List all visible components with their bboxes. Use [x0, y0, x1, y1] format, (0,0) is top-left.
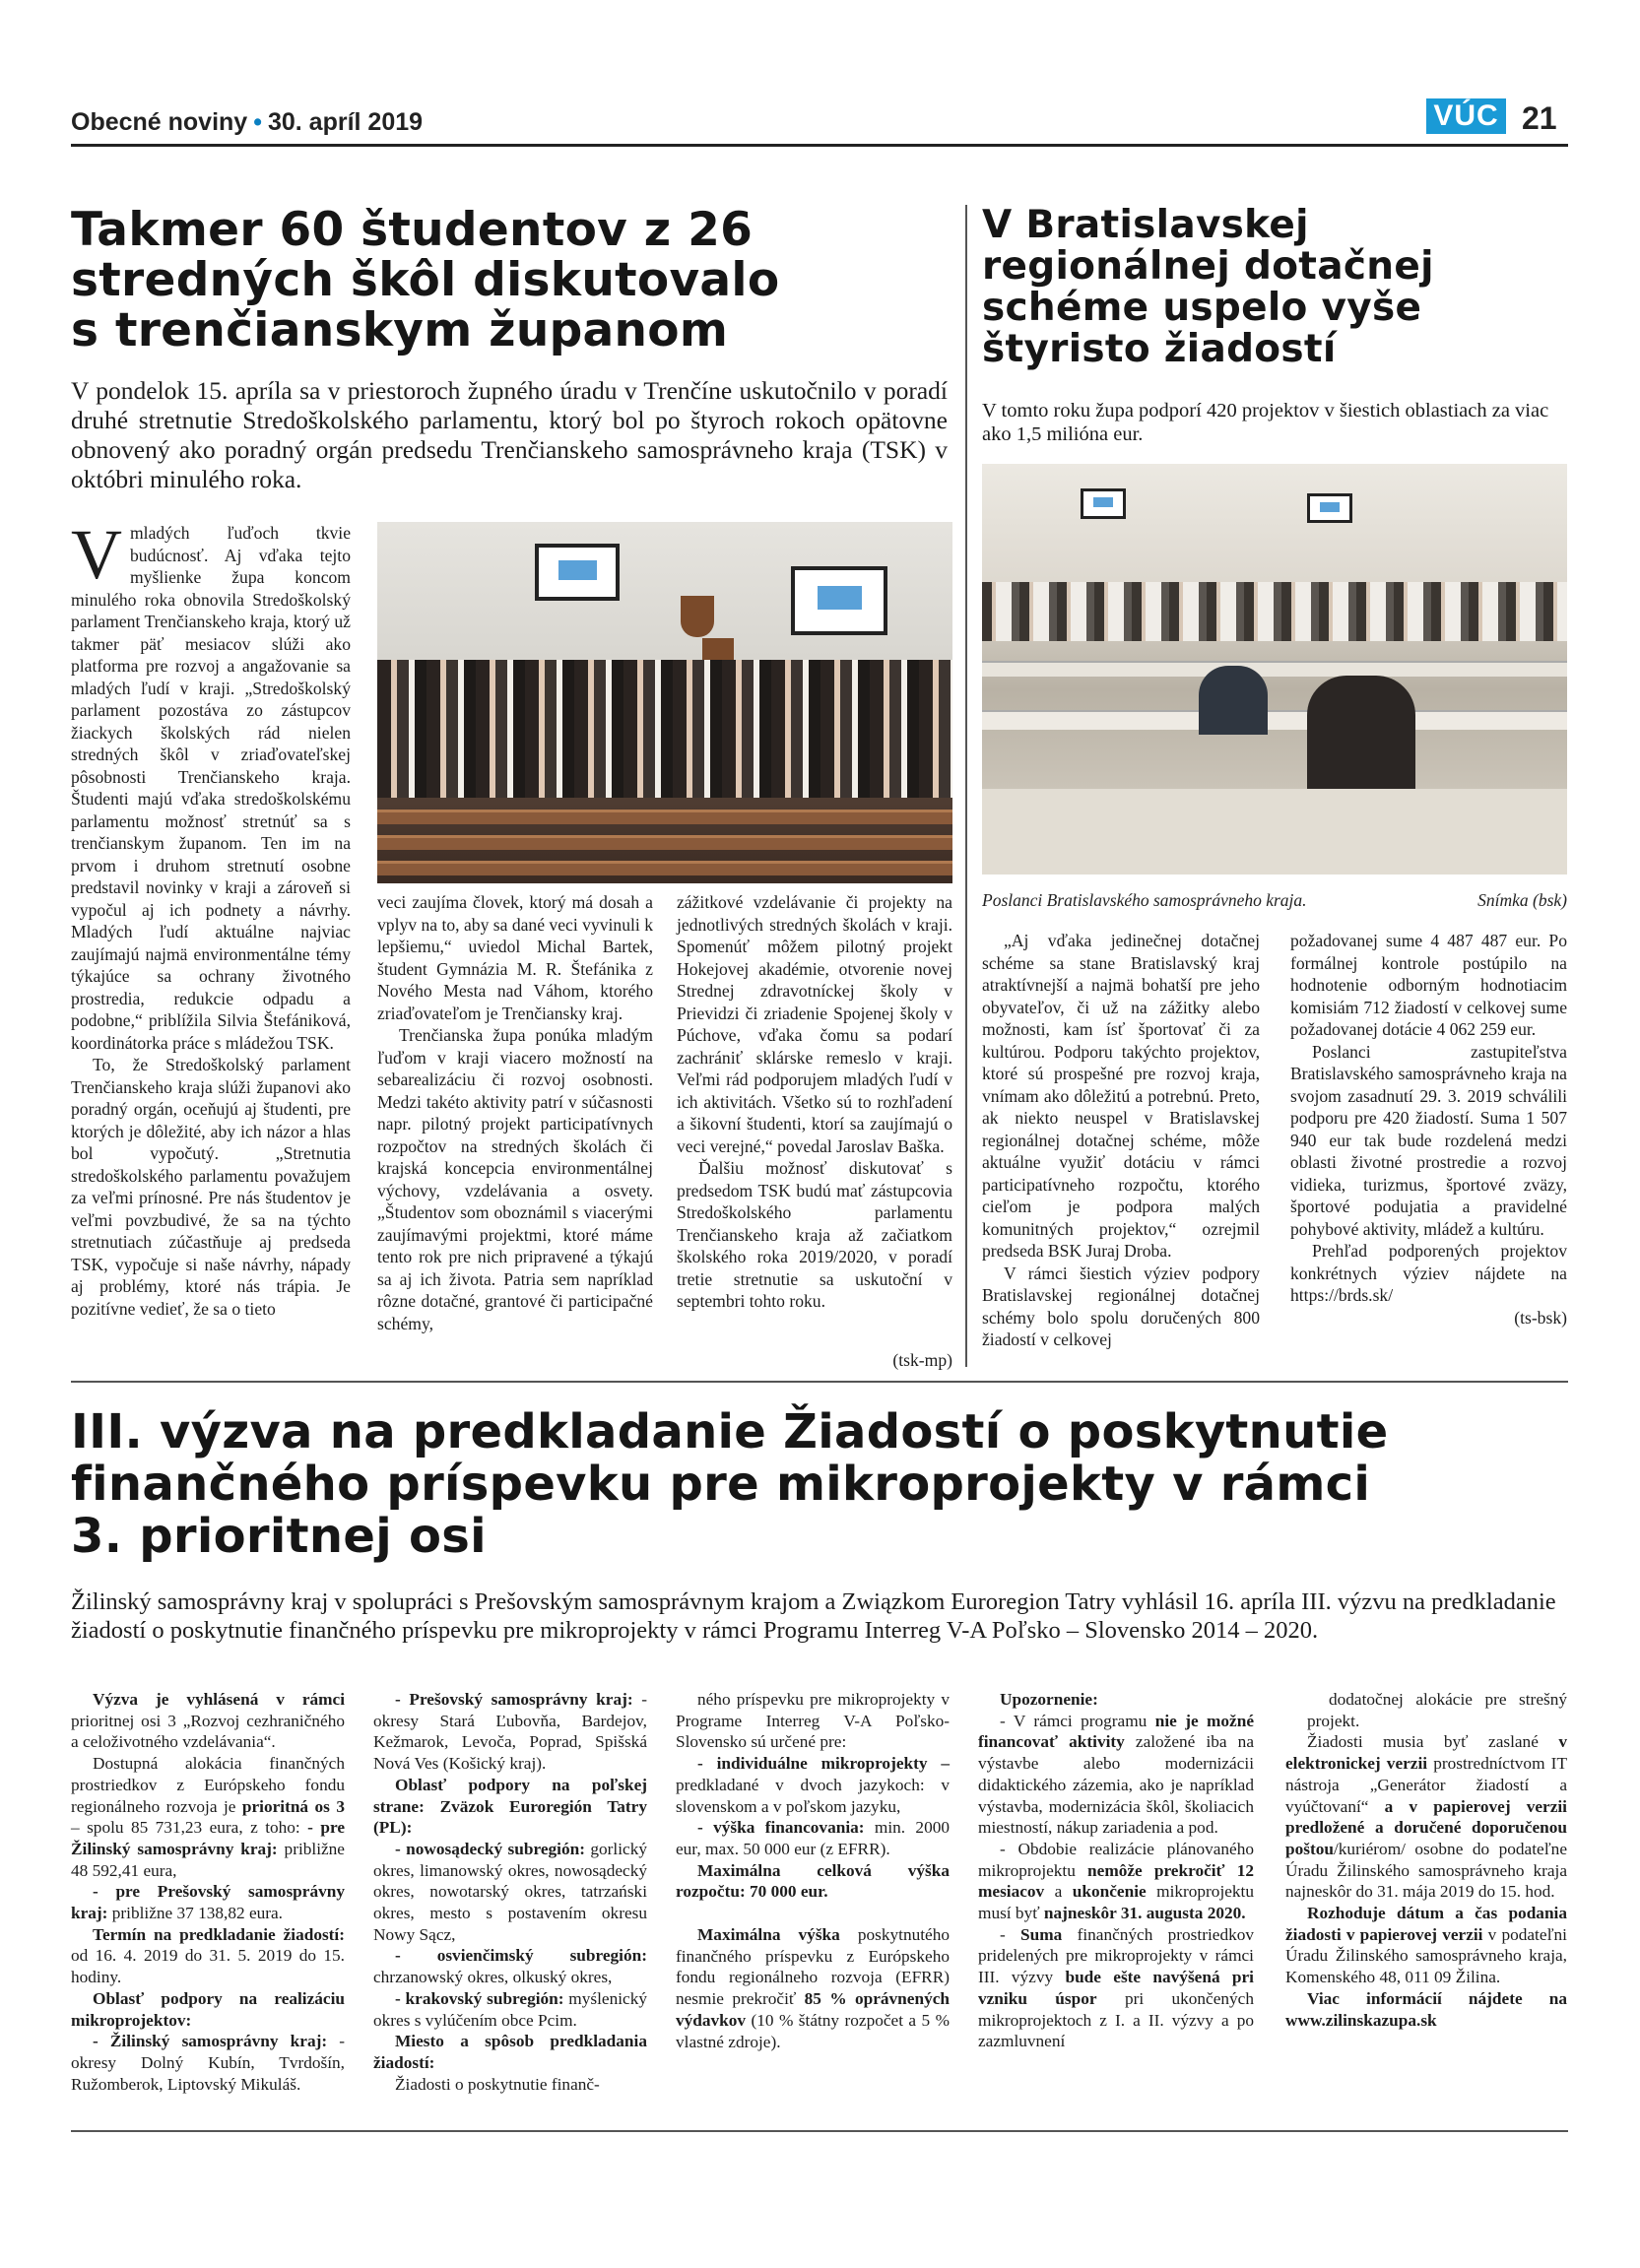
submission-text: /kuriérom/ osobne do podateľne Úradu Žilinského samosprávneho kraja najneskôr do 31. mája 2019 do 15. hod. — [1285, 1839, 1567, 1902]
article1-column-2 — [377, 891, 653, 1334]
warning-text: - V rámci programu — [1000, 1711, 1155, 1730]
article1-headline — [71, 205, 938, 356]
decisive-date-label: Rozhoduje dátum a čas podania žiadosti v papierovej verzii — [1285, 1904, 1567, 1944]
article3-column-3 — [676, 1689, 950, 2052]
article1-headline-line: stredných škôl diskutovalo — [71, 253, 780, 307]
article2-paragraph: požadovanej sume 4 487 487 eur. Po formálnej kontrole postúpilo na hodnotenie odborným hodnotiacim komisiám 712 žiadostí v celkovej sume požadovanej dotácie 4 062 259 eur. — [1290, 931, 1567, 1039]
eligibility-text: ného príspevku pre mikroprojekty v Programe Interreg V-A Poľsko-Slovensko sú určené pre: — [676, 1690, 950, 1752]
article3-lead: Žilinský samosprávny kraj v spolupráci s Prešovským samosprávnym krajom a Związkom Euroregion Tatry vyhlásil 16. apríla III. výzvu na predkladanie žiadostí o poskytnutie finančného príspevku pre mikroprojekty v rámci Programu Interreg V-A Poľsko – Slovensko 2014 – 2020. — [71, 1588, 1556, 1644]
article3-headline-line: 3. prioritnej osi — [71, 1509, 487, 1564]
warning-text: mikroprojektu musí byť — [978, 1882, 1254, 1923]
subregion-districts: myślenický okres s vylúčením obce Pcim. — [373, 1988, 647, 2030]
article3-headline-line: III. výzva na predkladanie Žiadostí o poskytnutie — [71, 1404, 1389, 1459]
max-budget: Maximálna celková výška rozpočtu: 70 000 eur. — [676, 1860, 950, 1902]
priority-axis: prioritná os 3 — [241, 1796, 345, 1816]
article1-paragraph: Ďalšiu možnosť diskutovať s predsedom TSK budú mať zástupcovia Stredoškolského parlamentu Trenčianskeho kraja až začiatkom školského roka 2019/2020, v poradí tretie stretnutie sa uskutoční v septembri tohto roku. — [677, 1158, 952, 1311]
article2-headline-line: V Bratislavskej — [982, 203, 1309, 247]
individual-projects-text: predkladané v dvoch jazykoch: v slovenskom a v poľskom jazyku, — [676, 1775, 950, 1816]
eligible-expenses: 85 % oprávnených výdavkov — [676, 1989, 950, 2030]
warning-text: založené iba na výstavbe alebo modernizácii didaktického zázemia, ako je napríklad výstavba, modernizácia škôl, školiacich miestností, nákup zariadenia a pod. — [978, 1732, 1254, 1838]
article1-signature: (tsk-mp) — [892, 1350, 952, 1370]
max-contribution-label: Maximálna výška — [697, 1925, 840, 1945]
warning-emphasis: ukončenie — [1072, 1882, 1147, 1902]
article1-paragraph: zážitkové vzdelávanie či projekty na jednotlivých stredných školách v kraji. Spomenúť môžem pilotný projekt Hokejovej akadémie, otvorenie novej Strednej zdravotníckej školy v Prievidzi či zriadenie Spojenej školy v Púchove, vďaka čomu sa podarí zachrániť sklárske remeslo v kraji. Veľmi rád podporujem mladých ľudí v ich aktivitách. Všetko sú to rozhľadení a šikovní študenti, ktorí sa zaujímajú o veci verejné,“ povedal Jaroslav Baška. — [677, 892, 952, 1156]
submission-text: Žiadosti o poskytnutie finanč- — [395, 2074, 600, 2094]
zsk-districts: - okresy Dolný Kubín, Tvrdošín, Ružomberok, Liptovský Mikuláš. — [71, 2032, 345, 2094]
warning-emphasis: nie je možné financovať aktivity — [978, 1711, 1255, 1752]
article1-column-3 — [677, 891, 952, 1313]
article1-paragraph: mladých ľuďoch tkvie budúcnosť. Aj vďaka tejto myšlienke župa koncom minulého roka obnovila Stredoškolský parlament Trenčianskeho kraja, ktorý už takmer päť mesiacov slúži ako platforma pre rozvoj a angažovanie sa mladých ľudí v kraji. „Stredoškolský parlament pozostáva zo zástupcov žiackych školských rád nielen stredných škôl v zriaďovateľskej pôsobnosti Trenčianskeho kraja. Študenti majú vďaka stredoškolskému parlamentu možnosť stretnúť sa s trenčianskym županom. Ten im na prvom i druhom stretnutí osobne predstavil novinky v kraji a zároveň si vypočul aj ich podnety a návrhy. Mladých ľudí aktuálne najviac zaujímajú najmä environmentálne témy týkajúce sa ochrany životného prostredia, redukcie odpadu a podobne,“ priblížila Silvia Štefániková, koordinátorka práce s mládežou TSK. — [71, 523, 351, 1053]
psk-districts-label: - Prešovský samosprávny kraj: — [395, 1690, 633, 1709]
call-label: Výzva je vyhlásená v rámci — [93, 1690, 345, 1709]
subregion-districts: gorlický okres, limanowský okres, nowosądecký okres, nowotarský okres, tatrzański okres, mesto s postavením okresu Nowy Sącz, — [373, 1839, 647, 1944]
funding-label: - výška financovania: — [697, 1818, 865, 1838]
subregion-label: - krakovský subregión: — [395, 1988, 564, 2008]
call-text: prioritnej osi 3 „Rozvoj cezhraničného a celoživotného vzdelávania“. — [71, 1711, 345, 1752]
warning-label: Upozornenie: — [1000, 1690, 1098, 1709]
section-badge: VÚC — [1426, 98, 1506, 134]
article2-headline-line: regionálnej dotačnej — [982, 244, 1434, 289]
warning-text: - — [1000, 1924, 1021, 1944]
subregion-label: - osvienčimský subregión: — [395, 1946, 647, 1966]
cofinancing-text: (10 % štátny rozpočet a 5 % vlastné zdroje). — [676, 2010, 950, 2051]
submission-text: prostredníctvom IT nástroja „Generátor žiadostí a vyúčtovaní“ — [1285, 1754, 1567, 1816]
office-address: v podateľni Úradu Žilinského samosprávneho kraja, Komenského 48, 011 09 Žilina. — [1285, 1924, 1567, 1987]
article2-headline-line: schéme uspelo vyše — [982, 286, 1422, 330]
zsk-amount: približne 48 592,41 eura, — [71, 1839, 345, 1880]
column-divider — [965, 205, 967, 1367]
page-number: 21 — [1522, 100, 1557, 136]
article2-headline — [982, 205, 1573, 370]
warning-text: finančných prostriedkov pridelených pre mikroprojekty v rámci III. výzvy — [978, 1924, 1255, 1987]
polish-side-label: Oblasť podpory na poľskej strane: Zväzok Euroregión Tatry (PL): — [373, 1775, 647, 1838]
individual-projects-label: - individuálne mikroprojekty – — [697, 1754, 950, 1774]
submission-emphasis: a v papierovej verzii predložené a doručené doporučenou poštou — [1285, 1796, 1567, 1858]
warning-emphasis: Suma — [1020, 1924, 1063, 1944]
article1-lead: V pondelok 15. apríla sa v priestoroch župného úradu v Trenčíne uskutočnilo v poradí druhé stretnutie Stredoškolského parlamentu, ktorý bol po štyroch rokoch opätovne obnovený ako poradný orgán predsedu Trenčianskeho samosprávneho kraja (TSK) v októbri minulého roka. — [71, 376, 948, 493]
submission-emphasis: v elektronickej verzii — [1285, 1732, 1567, 1774]
warning-emphasis: bude ešte navýšená pri vzniku úspor — [978, 1968, 1254, 2008]
article3-column-2 — [373, 1689, 647, 2095]
article2-paragraph: Prehľad podporených projektov konkrétnych výziev nájdete na https://brds.sk/ — [1290, 1241, 1567, 1305]
warning-emphasis: najneskôr 31. augusta 2020. — [1043, 1904, 1246, 1923]
subregion-districts: chrzanowský okres, olkuský okres, — [373, 1968, 613, 1987]
submission-label: Miesto a spôsob predkladania žiadostí: — [373, 2032, 647, 2072]
article2-column-2 — [1290, 930, 1567, 1328]
allocation-text: Dostupná alokácia finančných prostriedkov z Európskeho fondu regionálneho rozvoja je — [71, 1754, 345, 1816]
funding-range: min. 2000 eur, max. 50 000 eur (z EFRR). — [676, 1818, 950, 1858]
article1-headline-line: Takmer 60 študentov z 26 — [71, 203, 754, 257]
article1-paragraph: veci zaujíma človek, ktorý má dosah a vplyv na to, aby sa dané veci vyvinuli k lepšiemu,“ uviedol Michal Bartek, študent Gymnázia M. R. Štefánika z Nového Mesta nad Váhom, ktorého zriaďovateľom je Trenčiansky kraj. — [377, 892, 653, 1023]
warning-text: - Obdobie realizácie plánovaného mikroprojektu — [978, 1839, 1254, 1880]
warning-text: pri ukončených mikroprojektoch z I. a II. výzvy a po zazmluvnení — [978, 1988, 1254, 2051]
deadline-label: Termín na predkladanie žiadostí: — [93, 1924, 345, 1944]
publication-name: Obecné noviny — [71, 108, 248, 136]
article2-paragraph: „Aj vďaka jedinečnej dotačnej schéme sa stane Bratislavský kraj atraktívnejší a najmä bohatší pre jeho obyvateľov, či už na zážitky alebo možnosti, kam ísť športovať či za kultúrou. Podporu takýchto projektov, ktoré sú prospešné pre rozvoj kraja, vnímam ako dôležitú a potrebnú. Preto, ak niekto neuspel v Bratislavskej regionálnej dotačnej schéme, môže aktuálne využiť dotáciu v rámci participatívneho rozpočtu, ktorého cieľom je podpora malých komunitných projektov,“ ozrejmil predseda BSK Juraj Droba. — [982, 931, 1260, 1261]
article2-headline-line: štyristo žiadostí — [982, 327, 1337, 371]
article2-paragraph: Poslanci zastupiteľstva Bratislavského samosprávneho kraja na svojom zasadnutí 29. 3. 2019 schválili podporu pre 420 žiadostí. Suma 1 507 940 eur tak bude rozdelená medzi oblasti životné prostredie a rozvoj vidieka, turizmus, športové zväzy, športové podujatia a pravidelné pohybové aktivity, mládež a kultúru. — [1290, 1041, 1567, 1239]
article1-column-1 — [71, 515, 351, 1320]
parliament-group-photo — [377, 522, 952, 883]
article2-column-1 — [982, 930, 1260, 1351]
article3-headline-line: finančného príspevku pre mikroprojekty v rámci — [71, 1457, 1371, 1512]
separator-dot-icon: • — [253, 108, 262, 136]
header-rule — [71, 144, 1568, 147]
deadline-value: od 16. 4. 2019 do 31. 5. 2019 do 15. hodiny. — [71, 1946, 345, 1987]
section-divider — [71, 1381, 1568, 1383]
dropcap: V — [71, 515, 122, 594]
psk-amount: približne 37 138,82 eura. — [107, 1904, 284, 1923]
article2-signature: (ts-bsk) — [1514, 1307, 1567, 1328]
article3-headline — [71, 1406, 1568, 1563]
zsk-label: - pre Žilinský samosprávny kraj: — [71, 1818, 345, 1858]
masthead — [71, 108, 423, 137]
article2-lead: V tomto roku župa podporí 420 projektov v šiestich oblastiach za viac ako 1,5 milióna eur. — [982, 400, 1549, 445]
allocation-total: – spolu 85 731,23 eura, z toho: — [71, 1818, 308, 1838]
article3-column-5 — [1285, 1689, 1567, 2031]
max-contribution-text: poskytnutého finančného príspevku z Európskeho fondu regionálneho rozvoja (EFRR) nesmie prekročiť — [676, 1925, 950, 2009]
zsk-districts-label: - Žilinský samosprávny kraj: — [93, 2032, 328, 2051]
allocation-note: dodatočnej alokácie pre strešný projekt. — [1307, 1690, 1567, 1730]
warning-emphasis: nemôže prekročiť 12 mesiacov — [978, 1860, 1254, 1902]
footer-rule — [71, 2130, 1568, 2132]
issue-date: 30. apríl 2019 — [267, 108, 424, 136]
psk-label: - pre Prešovský samosprávny kraj: — [71, 1882, 345, 1923]
regional-council-photo — [982, 464, 1567, 875]
photo-caption: Poslanci Bratislavského samosprávneho kraja. — [982, 890, 1307, 910]
photo-credit: Snímka (bsk) — [1477, 890, 1567, 910]
article3-column-1 — [71, 1689, 345, 2095]
article1-headline-line: s trenčianskym županom — [71, 303, 729, 357]
submission-text: Žiadosti musia byť zaslané — [1307, 1732, 1559, 1752]
article2-paragraph: V rámci šiestich výziev podpory Bratislavskej regionálnej dotačnej schémy bolo spolu doručených 800 žiadostí v celkovej — [982, 1263, 1260, 1349]
warning-text: a — [1044, 1882, 1073, 1902]
psk-districts: - okresy Stará Ľubovňa, Bardejov, Kežmarok, Levoča, Poprad, Spišská Nová Ves (Košický kraj). — [373, 1690, 648, 1774]
more-info-link[interactable]: Viac informácií nájdete na www.zilinskazupa.sk — [1285, 1988, 1567, 2030]
support-area-label: Oblasť podpory na realizáciu mikroprojektov: — [71, 1988, 345, 2030]
article3-column-4 — [978, 1689, 1254, 2052]
article1-paragraph: Trenčianska župa ponúka mladým ľuďom v kraji viacero možností na sebarealizáciu či rozvoj osobnosti. Medzi takéto aktivity patrí v súčasnosti napr. pilotný projekt participatívnych rozpočtov na stredných školách či krajská koncepcia environmentálnej výchovy, vzdelávania a osvety. „Študentov som oboznámil s viacerými zaujímavými projektmi, ktoré máme tento rok pre nich pripravené a týkajú sa aj ich života. Patria sem napríklad rôzne dotačné, grantové či participačné schémy, — [377, 1025, 653, 1333]
article1-paragraph: To, že Stredoškolský parlament Trenčianskeho kraja slúži županovi ako poradný orgán, oceňujú aj študenti, pre ktorých je dôležité, aby ich názor a hlas bol vypočutý. „Stretnutia stredoškolského parlamentu považujem za veľmi prínosné. Pre nás študentov je veľmi povzbudivé, že sa na týchto stretnutiach zúčastňuje aj predseda TSK, vypočuje si naše návrhy, nápady aj problémy, ktoré nás trápia. Je pozitívne vedieť, že sa o tieto — [71, 1055, 351, 1319]
subregion-label: - nowosądecký subregión: — [395, 1839, 585, 1858]
